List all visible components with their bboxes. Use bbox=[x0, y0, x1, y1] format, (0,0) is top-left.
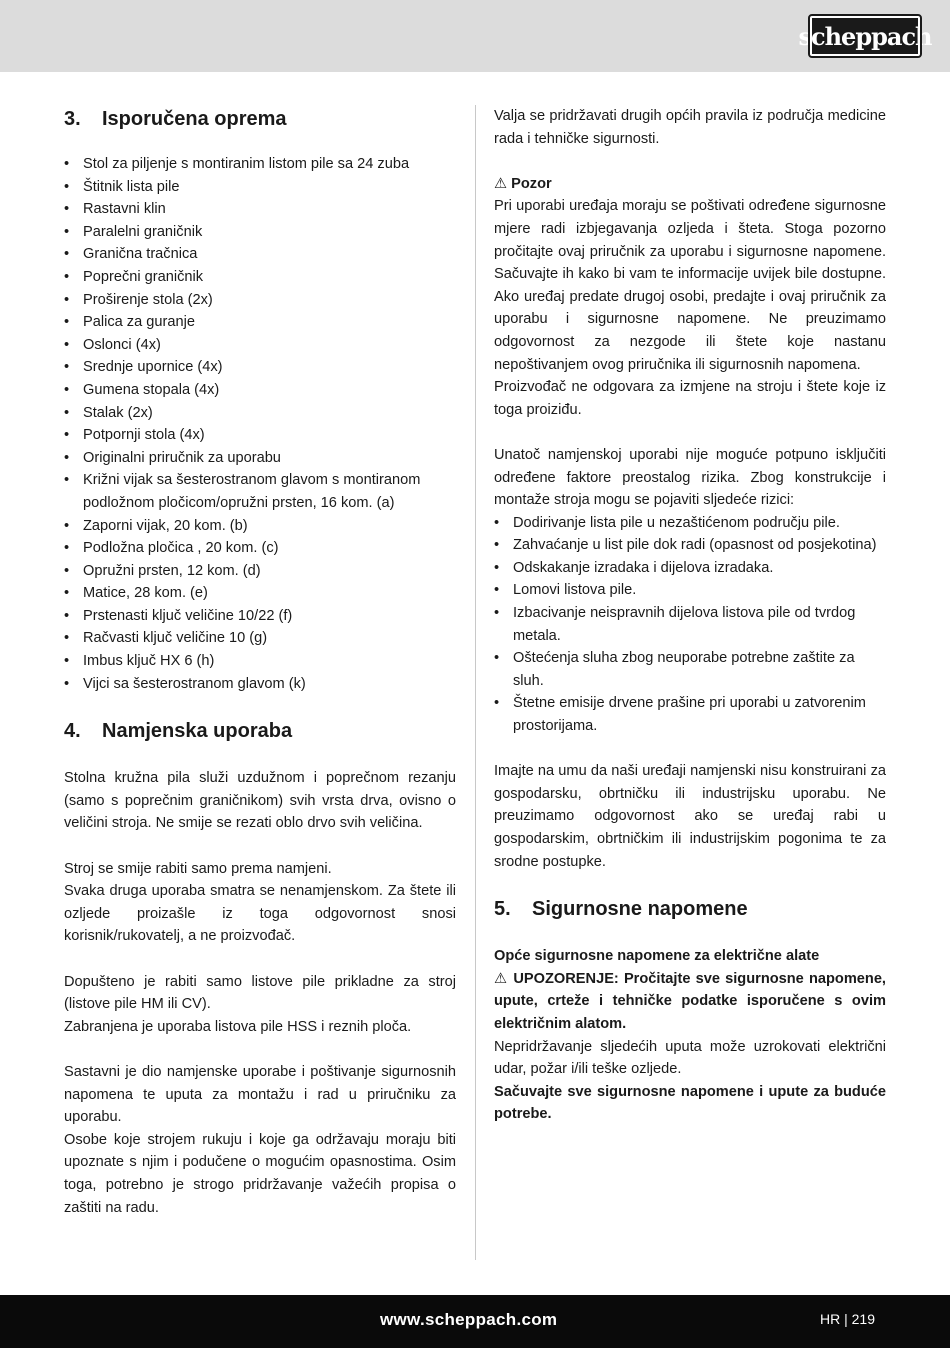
section-5-heading bbox=[494, 895, 886, 923]
list-item: • Paralelni graničnik bbox=[64, 221, 456, 244]
list-item: • Rastavni klin bbox=[64, 198, 456, 221]
section-number: 3. bbox=[64, 108, 81, 130]
section-title: Sigurnosne napomene bbox=[532, 898, 748, 921]
section-number: 5. bbox=[494, 898, 511, 921]
paragraph: Stroj se smije rabiti samo prema namjeni. bbox=[64, 860, 332, 877]
paragraph: Sačuvajte sve sigurnosne napomene i upute za buduće potrebe. bbox=[494, 1083, 886, 1123]
section-title: Namjenska uporaba bbox=[102, 720, 293, 743]
caution-heading bbox=[494, 173, 886, 196]
supplied-equipment-list bbox=[64, 153, 456, 695]
left-column bbox=[64, 105, 456, 1219]
list-item: • Izbacivanje neispravnih dijelova listova pile od tvrdog metala. bbox=[494, 602, 886, 647]
paragraph: Zabranjena je uporaba listova pile HSS i reznih ploča. bbox=[64, 1018, 412, 1035]
paragraph: Proizvođač ne odgovara za izmjene na stroju i štete koje iz toga proiziđu. bbox=[494, 379, 886, 418]
section-3-heading bbox=[64, 105, 456, 133]
paragraph: Svaka druga uporaba smatra se nenamjenskom. Za štete ili ozljede proizašle iz toga odgovornost snosi korisnik/rukovatelj, a ne proizvođač. bbox=[64, 883, 456, 945]
list-item: • Stol za piljenje s montiranim listom pile sa 24 zuba bbox=[64, 153, 456, 176]
list-item: • Zahvaćanje u list pile dok radi (opasnost od posjekotina) bbox=[494, 534, 886, 557]
list-item: • Opružni prsten, 12 kom. (d) bbox=[64, 560, 456, 583]
list-item: • Stalak (2x) bbox=[64, 402, 456, 425]
brand-logo: scheppach bbox=[810, 16, 920, 56]
list-item: • Granična tračnica bbox=[64, 243, 456, 266]
caution-label: Pozor bbox=[511, 175, 552, 192]
list-item: • Prstenasti ključ veličine 10/22 (f) bbox=[64, 605, 456, 628]
section-4-heading bbox=[64, 717, 456, 745]
page-number: HR | 219 bbox=[820, 1311, 875, 1327]
paragraph: Dopušteno je rabiti samo listove pile prikladne za stroj (listove pile HM ili CV). bbox=[64, 973, 456, 1013]
residual-risks-list bbox=[494, 512, 886, 738]
subheading: Opće sigurnosne napomene za električne alate bbox=[494, 948, 820, 965]
paragraph: Pri uporabi uređaja moraju se poštivati određene sigurnosne mjere radi izbjegavanja ozljeda i šteta. Stoga pozorno pročitajte ovaj priručnik za uporabu i sigurnosne napomene. Sačuvajte ih kako bi vam te informacije uvijek bile dostupne. Ako uređaj predate drugoj osobi, predajte i ovaj priručnik za uporabu i sigurnosne napomene. Ne preuzimamo odgovornost za nezgode ili štete koje nastanu nepoštivanjem ovog priručnika ili sigurnosnih napomena. bbox=[494, 198, 886, 373]
list-item: • Gumena stopala (4x) bbox=[64, 379, 456, 402]
list-item: • Oštećenja sluha zbog neuporabe potrebne zaštite za sluh. bbox=[494, 647, 886, 692]
list-item: • Matice, 28 kom. (e) bbox=[64, 582, 456, 605]
list-item: • Zaporni vijak, 20 kom. (b) bbox=[64, 515, 456, 538]
list-item: • Dodirivanje lista pile u nezaštićenom području pile. bbox=[494, 512, 886, 535]
paragraph: Unatoč namjenskoj uporabi nije moguće potpuno isključiti određene faktore preostalog rizika. Zbog konstrukcije i montaže stroja mogu se pojaviti sljedeće rizici: bbox=[494, 446, 886, 509]
list-item: • Štetne emisije drvene prašine pri uporabi u zatvorenim prostorijama. bbox=[494, 692, 886, 737]
warning-paragraph bbox=[494, 968, 886, 1036]
list-item: • Vijci sa šesterostranom glavom (k) bbox=[64, 673, 456, 696]
paragraph: Stolna kružna pila služi uzdužnom i poprečnom rezanju (samo s poprečnim graničnikom) svih vrsta drva, ovisno o veličini stroja. Ne smije se rezati oblo drvo svih veličina. bbox=[64, 770, 456, 832]
list-item: • Lomovi listova pile. bbox=[494, 579, 886, 602]
list-item: • Štitnik lista pile bbox=[64, 176, 456, 199]
list-item: • Originalni priručnik za uporabu bbox=[64, 447, 456, 470]
list-item: • Poprečni graničnik bbox=[64, 266, 456, 289]
section-number: 4. bbox=[64, 720, 81, 743]
list-item: • Podložna pločica , 20 kom. (c) bbox=[64, 537, 456, 560]
list-item: • Palica za guranje bbox=[64, 311, 456, 334]
warning-icon: ⚠ bbox=[494, 969, 509, 987]
column-divider bbox=[475, 105, 476, 1260]
paragraph: Nepridržavanje sljedećih uputa može uzrokovati električni udar, požar i/ili teške ozljede. bbox=[494, 1038, 886, 1078]
footer-band bbox=[0, 1295, 950, 1348]
paragraph: Valja se pridržavati drugih općih pravila iz područja medicine rada i tehničke sigurnosti. bbox=[494, 108, 886, 147]
section-title: Isporučena oprema bbox=[102, 108, 287, 130]
paragraph: Osobe koje strojem rukuju i koje ga održavaju moraju biti upoznate s njim i podučene o mogućim opasnostima. Osim toga, potrebno je strogo pridržavanje važećih propisa o zaštiti na radu. bbox=[64, 1131, 456, 1216]
list-item: • Proširenje stola (2x) bbox=[64, 289, 456, 312]
warning-icon: ⚠ bbox=[494, 174, 508, 192]
list-item: • Srednje upornice (4x) bbox=[64, 356, 456, 379]
footer-url: www.scheppach.com bbox=[380, 1310, 558, 1329]
list-item: • Potpornji stola (4x) bbox=[64, 424, 456, 447]
list-item: • Križni vijak sa šesterostranom glavom s montiranom podložnom pločicom/opružni prsten, 16 kom. (a) bbox=[64, 469, 456, 514]
paragraph: Imajte na umu da naši uređaji namjenski nisu konstruirani za gospodarsku, obrtničku ili industrijsku uporabu. Ne preuzimamo odgovornost ako se uređaj rabi u gospodarskim, obrtničkim ili industrijskim pogonima te za srodne postupke. bbox=[494, 763, 886, 870]
list-item: • Imbus ključ HX 6 (h) bbox=[64, 650, 456, 673]
list-item: • Odskakanje izradaka i dijelova izradaka. bbox=[494, 557, 886, 580]
right-column bbox=[494, 105, 886, 1126]
list-item: • Račvasti ključ veličine 10 (g) bbox=[64, 627, 456, 650]
paragraph: Sastavni je dio namjenske uporabe i poštivanje sigurnosnih napomena te uputa za montažu i rad u priručniku za uporabu. bbox=[64, 1063, 456, 1126]
list-item: • Oslonci (4x) bbox=[64, 334, 456, 357]
warning-text: UPOZORENJE: Pročitajte sve sigurnosne napomene, upute, crteže i tehničke podatke isporučene s ovim električnim alatom. bbox=[494, 970, 886, 1032]
